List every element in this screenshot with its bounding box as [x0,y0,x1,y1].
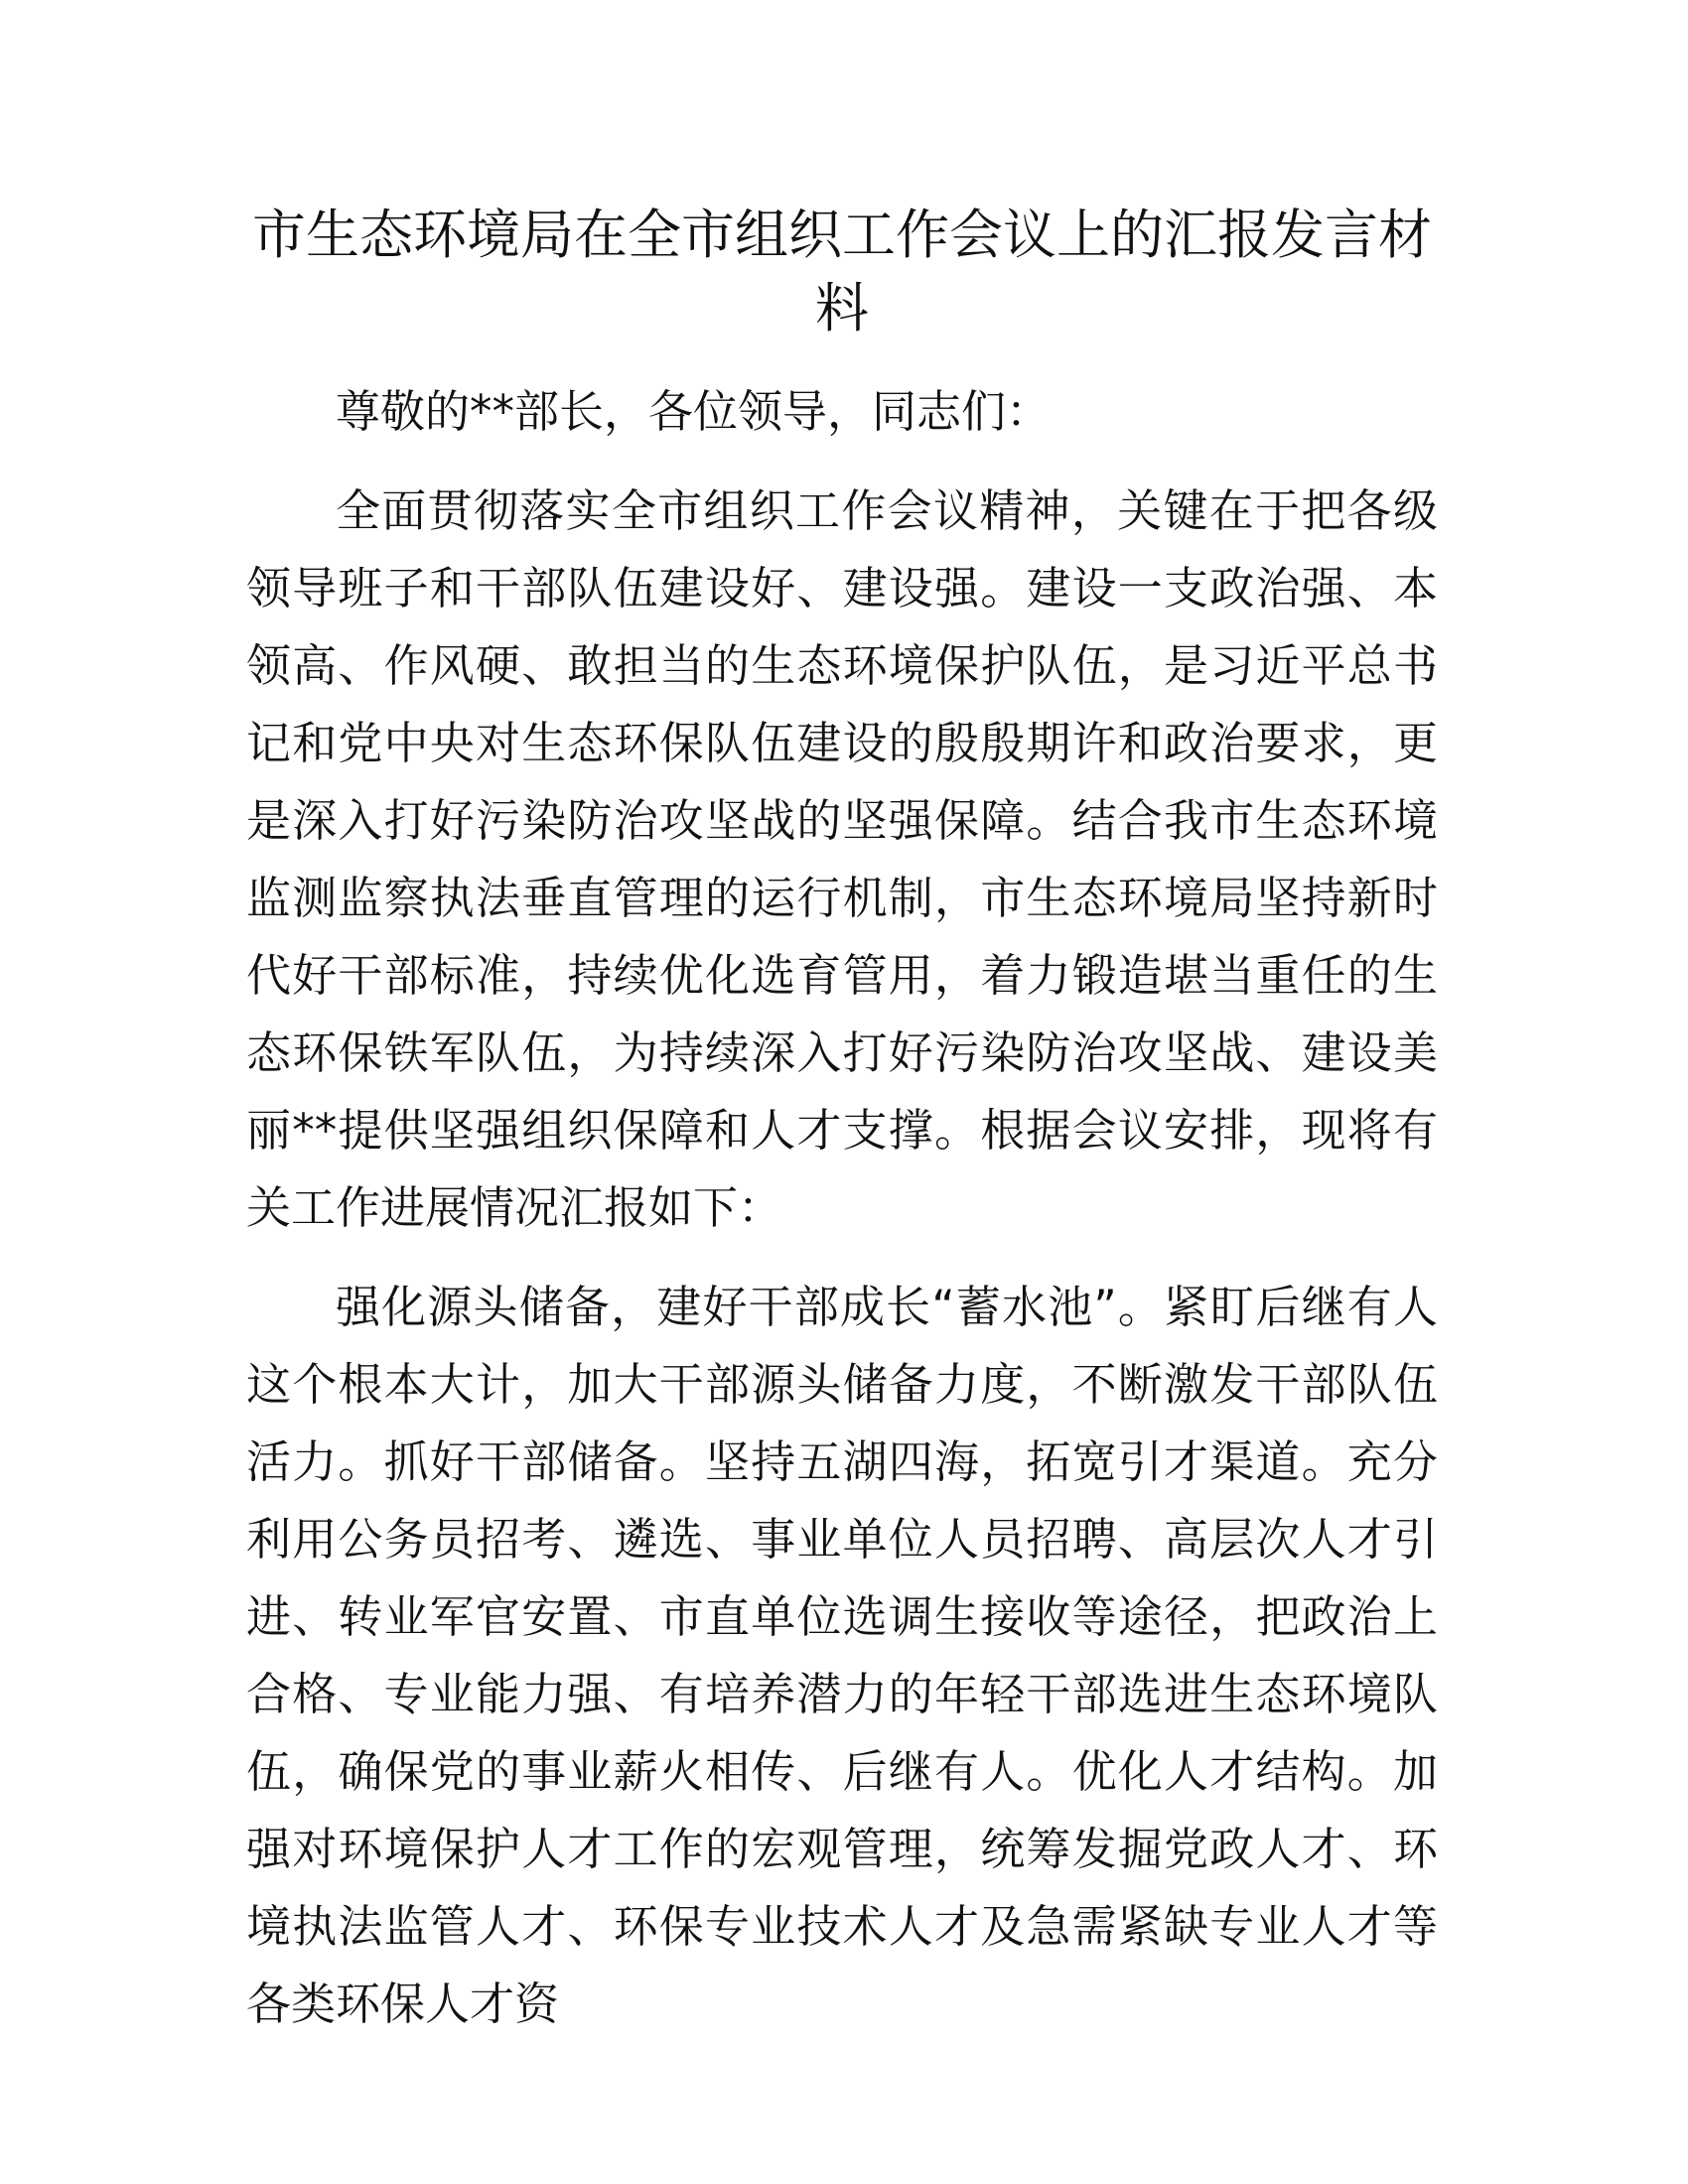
paragraph-source-reserve: 强化源头储备，建好干部成长“蓄水池”。紧盯后继有人这个根本大计，加大干部源头储备力度，不断激发干部队伍活力。抓好干部储备。坚持五湖四海，拓宽引才渠道。充分利用公务员招考、遴选、事业单位人员招聘、高层次人才引进、转业军官安置、市直单位选调生接收等途径，把政治上合格、专业能力强、有培养潜力的年轻干部选进生态环境队伍，确保党的事业薪火相传、后继有人。优化人才结构。加强对环境保护人才工作的宏观管理，统筹发掘党政人才、环境执法监管人才、环保专业技术人才及急需紧缺专业人才等各类环保人才资 [246,1281,1438,2030]
paragraph-intro: 全面贯彻落实全市组织工作会议精神，关键在于把各级领导班子和干部队伍建设好、建设强。建设一支政治强、本领高、作风硬、敢担当的生态环境保护队伍，是习近平总书记和党中央对生态环保队伍建设的殷殷期许和政治要求，更是深入打好污染防治攻坚战的坚强保障。结合我市生态环境监测监察执法垂直管理的运行机制，市生态环境局坚持新时代好干部标准，持续优化选育管用，着力锻造堪当重任的生态环保铁军队伍，为持续深入打好污染防治攻坚战、建设美丽**提供坚强组织保障和人才支撑。根据会议安排，现将有关工作进展情况汇报如下： [246,484,1438,1234]
document-page [246,199,1438,2043]
document-title: 市生态环境局在全市组织工作会议上的汇报发言材料 [252,204,1432,340]
greeting-line: 尊敬的**部长，各位领导，同志们： [336,385,1052,438]
